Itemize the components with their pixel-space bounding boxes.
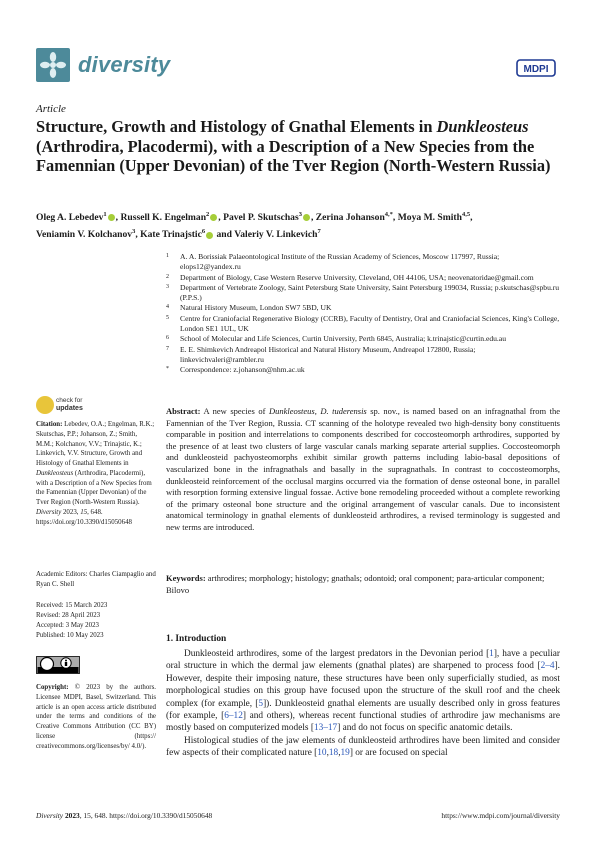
section-heading: 1. Introduction bbox=[166, 634, 227, 644]
reference-link[interactable]: 18 bbox=[328, 748, 339, 759]
author-affil-sup: 3 bbox=[298, 211, 302, 218]
affiliation: 6 School of Molecular and Life Sciences, Curtin University, Perth 6845, Australia; k.trinajstic@curtin.edu.au bbox=[166, 334, 506, 344]
author-name[interactable]: Valeriy V. Linkevich bbox=[234, 229, 318, 241]
check-updates-icon[interactable] bbox=[36, 396, 54, 414]
publication-dates bbox=[36, 601, 156, 641]
article-title bbox=[36, 117, 560, 176]
orcid-icon[interactable] bbox=[303, 214, 310, 221]
affiliation: 4 Natural History Museum, London SW7 5BD, UK bbox=[166, 303, 332, 313]
reference-link[interactable]: 10 bbox=[317, 748, 327, 759]
keywords: Keywords: arthrodires; morphology; histology; gnathals; odontoid; oral component; para-articular component; Bilovo bbox=[166, 573, 545, 595]
author-name[interactable]: Oleg A. Lebedev bbox=[36, 212, 104, 224]
title-genus: Dunkleosteus bbox=[436, 117, 529, 136]
mdpi-logo-icon bbox=[516, 56, 556, 78]
paragraph: Histological studies of the jaw elements of dunkleosteid arthrodires have been limited and consider few aspects of their complicated nature [10,18,19] or are focused on special bbox=[166, 735, 560, 759]
author-name[interactable]: Moya M. Smith bbox=[397, 212, 462, 224]
title-part: (Arthrodira, Placodermi), with a Description of a New Species from the Famennian (Upper Devonian) of the Tver Region (North-Western Russia) bbox=[36, 136, 551, 176]
author-name[interactable]: Kate Trinajstic bbox=[140, 229, 202, 241]
author-affil-sup: 7 bbox=[317, 228, 321, 236]
orcid-icon[interactable] bbox=[206, 232, 213, 239]
mdpi-logo-text: MDPI bbox=[523, 64, 549, 75]
orcid-icon[interactable] bbox=[108, 214, 115, 221]
reference-link[interactable]: 5 bbox=[258, 698, 264, 709]
date-received: Received: 15 March 2023 bbox=[36, 602, 108, 609]
affiliations bbox=[166, 252, 560, 376]
article-type: Article bbox=[36, 103, 66, 115]
reference-link[interactable]: 1 bbox=[489, 649, 494, 659]
date-revised: Revised: 28 April 2023 bbox=[36, 612, 101, 619]
date-accepted: Accepted: 3 May 2023 bbox=[36, 622, 99, 629]
author-name[interactable]: Veniamin V. Kolchanov bbox=[36, 229, 133, 241]
author-affil-sup: 4,* bbox=[384, 211, 393, 218]
affiliation: 7 E. E. Shimkevich Andreapol Historical and Natural History Museum, Andreapol 172800, Russia; linkevichvaleri@rambler.ru bbox=[166, 344, 476, 364]
abstract: Abstract: A new species of Dunkleosteus, D. tuderensis sp. nov., is named based on an infragnathal from the Famennian of the Tver Region, Russia. CT scanning of the holotype revealed two high-density bony constituents comparable in position and interrelations to components described for coccosteomorph arthrodires, supported by the presence of at least two clusters of large vascular canals marking separate arterial supplies. Coccosteomorph and dunkleosteid pachyosteomorphs exhibit similar growth patterns including labio-basal depositions of vascularized bone in the infragnathals and basally in the supragnathals. In contrast to coccosteomorphs, dunkleosteid reinforcement of the occlusal margins occurred via the formation of dense osteonal bone, in parallel with resorption forming extensive lingual fossae. Active bone remodeling proceeded without a complete reworking of the primary osteonal bone structure and the original arrangement of vascular canals. Due to inconsistent anatomical terminology in gnathal elements of dunkleosteid arthrodires, a revised terminology is suggested and new terms are introduced. bbox=[166, 406, 560, 532]
paragraph: Dunkleosteid arthrodires, some of the largest predators in the Devonian period [1], have a peculiar oral structure in which the dermal jaw elements (gnathal plates) are sharpened to process food [2–4]. However, despite their imposing nature, these structures have been only superficially studied, as most morphological studies on this group have focused upon the structure of the skull roof and the cheek complex (for example, [5]). Dunkleosteid gnathal elements are usually described only in gross features (for example, [6–12] and others), whereas recent functional studies of arthrodire jaw mechanisms are mostly based on computerized models [13–17] and do not focus on specific anatomic details. bbox=[166, 649, 560, 734]
citation-block: Citation: Lebedev, O.A.; Engelman, R.K.; Skutschas, P.P.; Johanson, Z.; Smith, M.M.; Kolchanov, V.V.; Trinajstic, K.; Linkevich, V.V. Structure, Growth and Histology of Gnathal Elements in Dunkleosteus (Arthrodira, Placodermi), with a Description of a New Species from the Famennian (Upper Devonian) of the Tver Region (North-Western Russia). Diversity 2023, 15, 648. https://doi.org/10.3390/d15050648 bbox=[36, 421, 155, 526]
reference-link[interactable]: 13–17 bbox=[313, 723, 338, 734]
author-affil-sup: 3 bbox=[132, 228, 136, 236]
date-published: Published: 10 May 2023 bbox=[36, 632, 104, 639]
reference-link[interactable]: 19 bbox=[340, 748, 350, 759]
author-affil-sup: 1 bbox=[103, 211, 107, 218]
journal-logo-icon bbox=[36, 48, 70, 82]
author-affil-sup: 4,5 bbox=[461, 211, 471, 218]
author-name[interactable]: Zerina Johanson bbox=[315, 212, 385, 224]
correspondence: * Correspondence: z.johanson@nhm.ac.uk bbox=[166, 365, 305, 375]
journal-name: diversity bbox=[78, 52, 171, 77]
cc-by-license-icon[interactable] bbox=[36, 656, 80, 674]
reference-link[interactable]: 2–4 bbox=[540, 661, 555, 672]
copyright-notice: Copyright: © 2023 by the authors. Licensee MDPI, Basel, Switzerland. This article is an open access article distributed under the terms and conditions of the Creative Commons Attribution (CC BY) license (https:// creativecommons.org/licenses/by/ 4.0/). bbox=[36, 684, 156, 750]
footer-citation: Diversity 2023, 15, 648. https://doi.org/10.3390/d15050648 bbox=[36, 811, 213, 820]
author-name[interactable]: Pavel P. Skutschas bbox=[223, 212, 299, 224]
affiliation: 2 Department of Biology, Case Western Reserve University, Cleveland, OH 44106, USA; neovenatoridae@gmail.com bbox=[166, 272, 534, 282]
title-part: Structure, Growth and Histology of Gnathal Elements in bbox=[36, 117, 437, 136]
check-updates-button[interactable]: check for updates bbox=[56, 397, 83, 412]
author-name[interactable]: Russell K. Engelman bbox=[120, 212, 207, 224]
affiliation: 5 Centre for Craniofacial Regenerative Biology (CCRB), Faculty of Dentistry, Oral and Craniofacial Sciences, King's College, London SE1 1UL, UK bbox=[166, 313, 560, 334]
author-affil-sup: 2 bbox=[206, 211, 210, 218]
author-affil-sup: 6 bbox=[201, 228, 206, 236]
author-list: Oleg A. Lebedev$^1$ , Russell K. Engelman$^2$ , Pavel P. Skutschas$^3$ , Zerina Johanson$^{4,*}$, Moya M. Smith$^{4,5}$, Veniamin V. Kolchanov$^3$, Kate Trinajstic$^6$ and Valeriy V. Linkevich$^7$ bbox=[36, 211, 473, 241]
introduction-text bbox=[166, 648, 560, 760]
academic-editors: Academic Editors: Charles Ciampaglio and Ryan C. Shell bbox=[36, 571, 156, 588]
footer-journal-url[interactable]: https://www.mdpi.com/journal/diversity bbox=[441, 811, 560, 820]
affiliation: 1 A. A. Borissiak Palaeontological Institute of the Russian Academy of Sciences, Moscow 117997, Russia; elops12@yandex.ru bbox=[166, 252, 500, 272]
orcid-icon[interactable] bbox=[210, 214, 217, 221]
reference-link[interactable]: 6–12 bbox=[224, 711, 243, 722]
affiliation: 3 Department of Vertebrate Zoology, Saint Petersburg State University, Saint Petersburg 199034, Russia; p.skutschas@spbu.ru (P.P.S.) bbox=[166, 282, 560, 303]
